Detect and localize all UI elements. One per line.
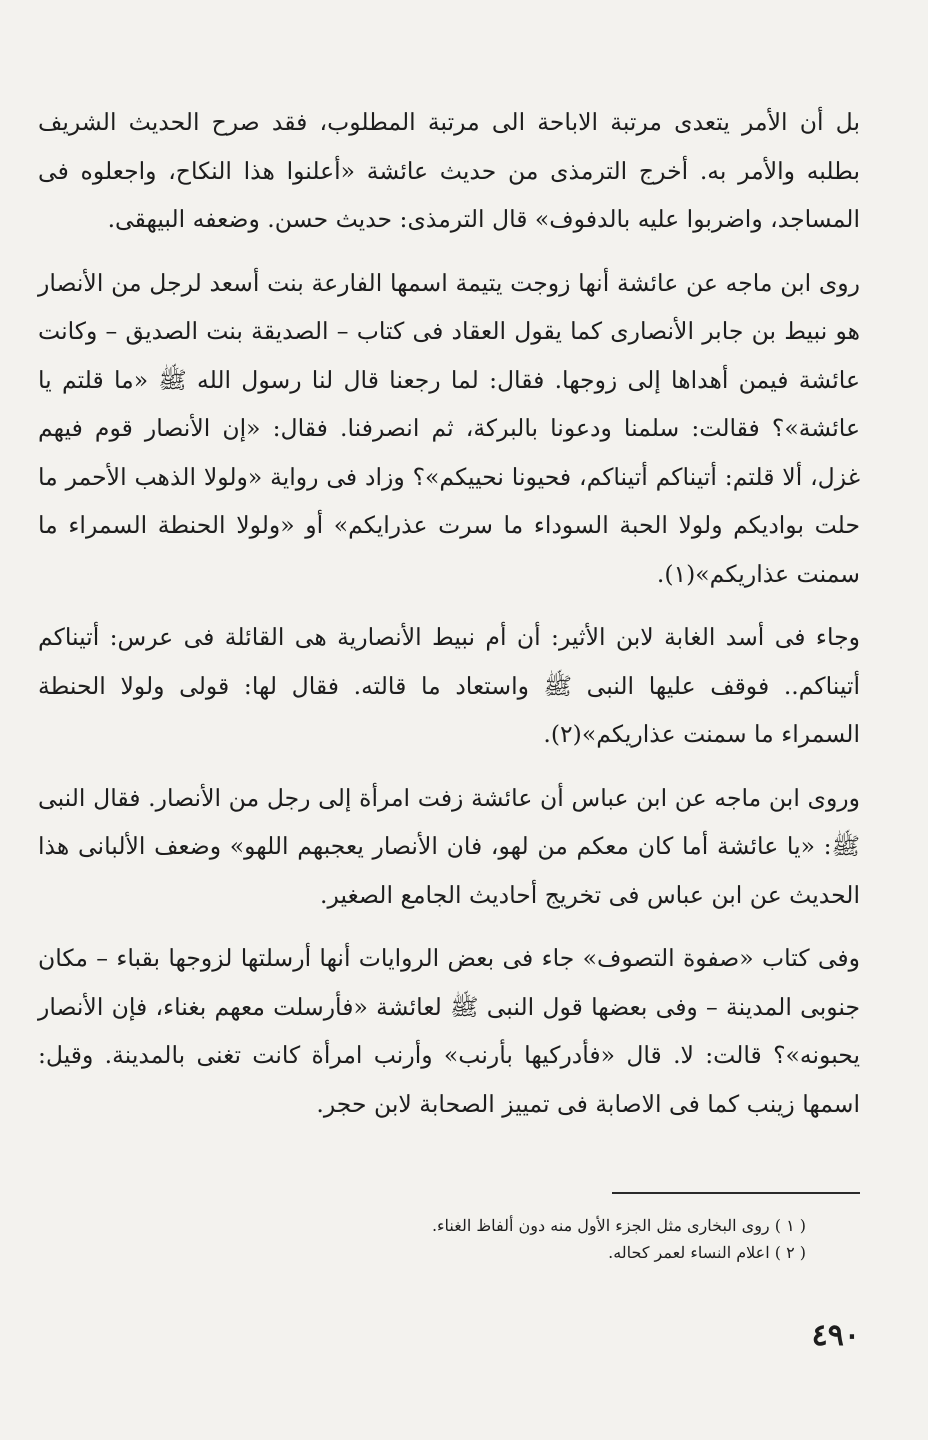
footnotes: [300, 1212, 806, 1266]
footnote-divider: [612, 1192, 860, 1194]
main-text: [38, 98, 860, 1128]
paragraph-2: روى ابن ماجه عن عائشة أنها زوجت يتيمة اسمها الفارعة بنت أسعد لرجل من الأنصار هو نبيط بن جابر الأنصارى كما يقول العقاد فى كتاب – الصديقة بنت الصديق – وكانت عائشة فيمن أهداها إلى زوجها. فقال: لما رجعنا قال لنا رسول الله ﷺ «ما قلتم يا عائشة»؟ فقالت: سلمنا ودعونا بالبركة، ثم انصرفنا. فقال: «إن الأنصار قوم فيهم غزل، ألا قلتم: أتيناكم أتيناكم، فحيونا نحييكم»؟ وزاد فى رواية «ولولا الذهب الأحمر ما حلت بواديكم ولولا الحبة السوداء ما سرت عذرايكم» أو «ولولا الحنطة السمراء ما سمنت عذاريكم»(١).: [38, 268, 860, 588]
paragraph-1: بل أن الأمر يتعدى مرتبة الاباحة الى مرتبة المطلوب، فقد صرح الحديث الشريف بطلبه والأمر به. أخرج الترمذى من حديث عائشة «أعلنوا هذا النكاح، واجعلوه فى المساجد، واضربوا عليه بالدفوف» قال الترمذى: حديث حسن. وضعفه البيهقى.: [38, 108, 860, 233]
footnote-2: ( ٢ ) اعلام النساء لعمر كحاله.: [608, 1243, 806, 1262]
footnote-1: ( ١ ) روى البخارى مثل الجزء الأول منه دون ألفاظ الغناء.: [431, 1216, 806, 1235]
paragraph-4: وروى ابن ماجه عن ابن عباس أن عائشة زفت امرأة إلى رجل من الأنصار. فقال النبى ﷺ: «يا عائشة أما كان معكم من لهو، فان الأنصار يعجبهم اللهو» وضعف الألبانى هذا الحديث عن ابن عباس فى تخريج أحاديث الجامع الصغير.: [38, 783, 860, 909]
page-number: ٤٩٠: [811, 1318, 860, 1353]
paragraph-3: وجاء فى أسد الغابة لابن الأثير: أن أم نبيط الأنصارية هى القائلة فى عرس: أتيناكم أتيناكم.. فوقف عليها النبى ﷺ واستعاد ما قالته. فقال لها: قولى ولولا الحنطة السمراء ما سمنت عذاريكم»(٢).: [38, 623, 860, 748]
paragraph-5: وفى كتاب «صفوة التصوف» جاء فى بعض الروايات أنها أرسلتها لزوجها بقباء – مكان جنوبى المدينة – وفى بعضها قول النبى ﷺ لعائشة «فأرسلت معهم بغناء، فإن الأنصار يحبونه»؟ قالت: لا. قال «فأدركيها بأرنب» وأرنب امرأة كانت تغنى بالمدينة. وقيل: اسمها زينب كما فى الاصابة فى تمييز الصحابة لابن حجر.: [38, 944, 860, 1118]
